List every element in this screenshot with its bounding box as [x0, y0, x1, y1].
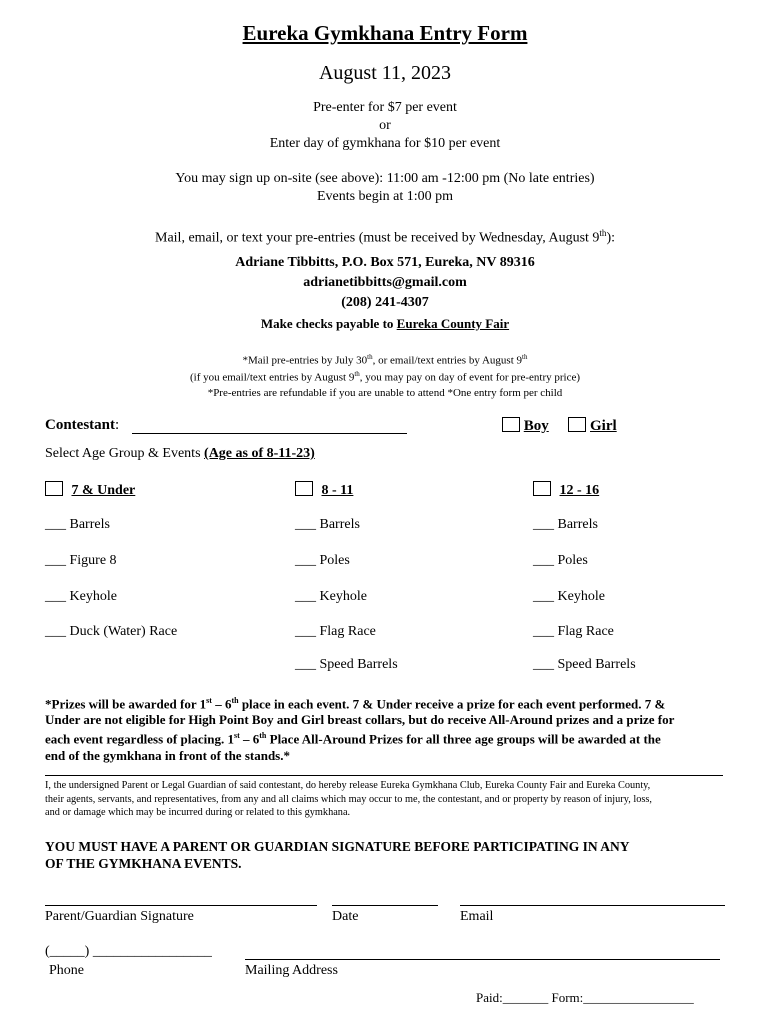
- mailing-address-line[interactable]: [245, 959, 720, 960]
- phone-label: Phone: [49, 963, 84, 978]
- contact-phone: (208) 241-4307: [341, 295, 429, 310]
- contestant-label: Contestant: [45, 417, 115, 433]
- contact-email: adrianetibbitts@gmail.com: [303, 275, 467, 290]
- girl-label: Girl: [590, 418, 617, 434]
- contestant-name-field[interactable]: [132, 433, 407, 434]
- date-label: Date: [332, 909, 359, 924]
- boy-checkbox[interactable]: [502, 417, 520, 432]
- contestant-row: Contestant:: [45, 417, 120, 433]
- event-item[interactable]: ___ Speed Barrels: [295, 657, 398, 672]
- age-note: (Age as of 8-11-23): [204, 446, 315, 461]
- group-header-7-under: 7 & Under: [45, 481, 135, 499]
- event-item[interactable]: ___ Poles: [295, 553, 350, 568]
- prizes-paragraph: *Prizes will be awarded for 1st – 6th place in each event. 7 & Under receive a prize for each event performed. 7 & Under are not eligible for High Point Boy and Girl breast collars, but do receive All-Around prizes and a prize for each event regardless of placing. 1st – 6th Place All-Around Prizes for all three age groups will be awarded at the end of the gymkhana in front of the stands.*: [45, 696, 675, 763]
- event-item[interactable]: ___ Keyhole: [295, 589, 367, 604]
- event-item[interactable]: ___ Barrels: [45, 517, 110, 532]
- event-date: August 11, 2023: [318, 62, 452, 84]
- event-item[interactable]: ___ Figure 8: [45, 553, 117, 568]
- gender-selection: [502, 417, 617, 435]
- contact-address: Adriane Tibbitts, P.O. Box 571, Eureka, NV 89316: [235, 255, 535, 270]
- boy-label: Boy: [523, 418, 549, 434]
- fee-line-1: Pre-enter for $7 per event: [313, 100, 457, 115]
- mailing-address-label: Mailing Address: [245, 963, 338, 978]
- group-7-under-checkbox[interactable]: [45, 481, 63, 496]
- waiver-text: I, the undersigned Parent or Legal Guardian of said contestant, do hereby release Eureka Gymkhana Club, Eureka County Fair and Eureka County, their agents, servants, and representatives, from any and all claims which may occur to me, the contestant, and or property by reason of injury, loss, and or damage which may be incurred during or related to this gymkhana.: [45, 780, 652, 818]
- signup-line-2: Events begin at 1:00 pm: [316, 189, 454, 204]
- note-line-3: *Pre-entries are refundable if you are unable to attend *One entry form per child: [207, 387, 563, 399]
- waiver-divider: [45, 775, 723, 776]
- girl-checkbox[interactable]: [568, 417, 586, 432]
- date-line[interactable]: [332, 905, 438, 906]
- age-select-instruction: Select Age Group & Events (Age as of 8-11-23): [45, 446, 315, 461]
- form-title: Eureka Gymkhana Entry Form: [242, 21, 528, 45]
- group-8-11-checkbox[interactable]: [295, 481, 313, 496]
- signature-warning: YOU MUST HAVE A PARENT OR GUARDIAN SIGNATURE BEFORE PARTICIPATING IN ANY OF THE GYMKHANA EVENTS.: [45, 839, 630, 871]
- event-item[interactable]: ___ Barrels: [295, 517, 360, 532]
- note-line-2: (if you email/text entries by August 9th, you may pay on day of event for pre-entry price): [189, 370, 581, 384]
- event-item[interactable]: ___ Barrels: [533, 517, 598, 532]
- group-12-16-checkbox[interactable]: [533, 481, 551, 496]
- parent-signature-label: Parent/Guardian Signature: [45, 909, 194, 924]
- event-item[interactable]: ___ Keyhole: [45, 589, 117, 604]
- group-header-8-11: 8 - 11: [295, 481, 353, 499]
- signup-line-1: You may sign up on-site (see above): 11:00 am -12:00 pm (No late entries): [175, 171, 595, 186]
- event-item[interactable]: ___ Poles: [533, 553, 588, 568]
- fee-line-2: or: [379, 118, 391, 133]
- parent-signature-line[interactable]: [45, 905, 317, 906]
- note-line-1: *Mail pre-entries by July 30th, or email/text entries by August 9th: [242, 353, 528, 367]
- email-line[interactable]: [460, 905, 725, 906]
- event-item[interactable]: ___ Flag Race: [533, 624, 614, 639]
- checks-payable: Make checks payable to Eureka County Fair: [260, 316, 510, 331]
- phone-field[interactable]: (_____) _________________: [45, 944, 212, 959]
- office-use-fields: Paid:_______ Form:_________________: [476, 990, 694, 1005]
- mail-instructions: Mail, email, or text your pre-entries (must be received by Wednesday, August 9th):: [155, 228, 615, 246]
- fee-line-3: Enter day of gymkhana for $10 per event: [269, 136, 501, 151]
- group-header-12-16: 12 - 16: [533, 481, 599, 499]
- event-item[interactable]: ___ Keyhole: [533, 589, 605, 604]
- event-item[interactable]: ___ Duck (Water) Race: [45, 624, 178, 639]
- email-label: Email: [460, 909, 494, 924]
- event-item[interactable]: ___ Flag Race: [295, 624, 376, 639]
- event-item[interactable]: ___ Speed Barrels: [533, 657, 636, 672]
